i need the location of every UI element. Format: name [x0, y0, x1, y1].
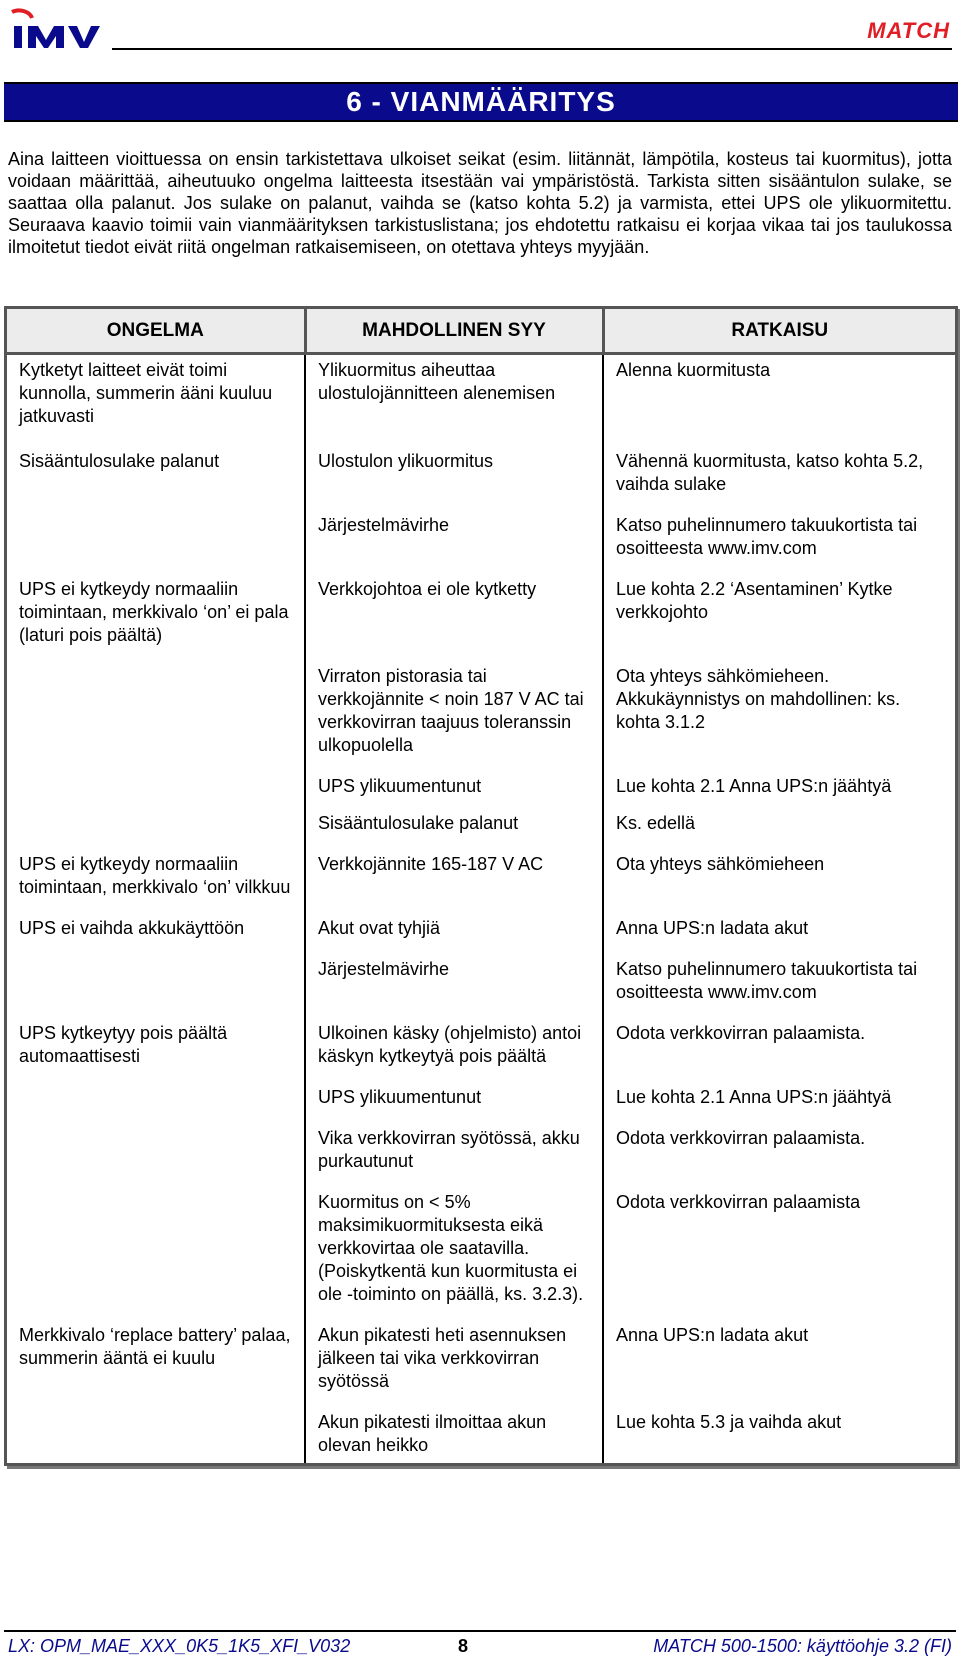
cell-problem	[7, 1074, 305, 1115]
cell-solution: Katso puhelinnumero takuukortista tai osoitteesta www.imv.com	[603, 502, 955, 566]
cell-problem	[7, 502, 305, 566]
section-title-bar	[4, 82, 958, 122]
cell-cause: Vika verkkovirran syötössä, akku purkautunut	[305, 1115, 603, 1179]
cell-problem	[7, 946, 305, 1010]
cell-problem	[7, 1399, 305, 1463]
footer-rule	[4, 1630, 956, 1632]
cell-problem: UPS ei vaihda akkukäyttöön	[19, 918, 245, 938]
table-row	[7, 804, 955, 841]
cell-solution: Odota verkkovirran palaamista	[603, 1179, 955, 1312]
table-row	[7, 1010, 955, 1074]
table-row	[7, 905, 955, 946]
table-row	[7, 502, 955, 566]
cell-problem	[7, 763, 305, 804]
match-logo	[867, 18, 950, 42]
cell-solution: Ota yhteys sähkömieheen	[603, 841, 955, 905]
table-row	[7, 354, 955, 435]
cell-problem	[7, 804, 305, 841]
cell-solution: Alenna kuormitusta	[603, 354, 955, 435]
cell-cause: Kuormitus on < 5% maksimikuormituksesta eikä verkkovirtaa ole saatavilla. (Poiskytkentä kun kuormitusta ei ole -toiminto on päällä, ks. 3.2.3).	[305, 1179, 603, 1312]
header-problem: ONGELMA	[7, 309, 305, 354]
cell-cause: Ylikuormitus aiheuttaa ulostulojännitteen alenemisen	[305, 354, 603, 435]
cell-solution: Lue kohta 2.1 Anna UPS:n jäähtyä	[603, 1074, 955, 1115]
cell-cause: Virraton pistorasia tai verkkojännite < noin 187 V AC tai verkkovirran taajuus toleranssin ulkopuolella	[305, 653, 603, 763]
match-logo-text: MATCH	[867, 18, 950, 43]
table-row	[7, 434, 955, 502]
cell-solution: Ks. edellä	[603, 804, 955, 841]
footer-page-number: 8	[458, 1636, 469, 1656]
cell-cause: Akun pikatesti ilmoittaa akun olevan heikko	[305, 1399, 603, 1463]
table-row	[7, 763, 955, 804]
table-row	[7, 1312, 955, 1399]
cell-problem: UPS kytkeytyy pois päältä automaattisesti	[19, 1023, 228, 1066]
cell-cause: Akut ovat tyhjiä	[305, 905, 603, 946]
cell-cause: Akun pikatesti heti asennuksen jälkeen tai vika verkkovirran syötössä	[305, 1312, 603, 1399]
cell-cause: Ulostulon ylikuormitus	[305, 434, 603, 502]
cell-solution: Lue kohta 2.2 ‘Asentaminen’ Kytke verkkojohto	[603, 566, 955, 653]
table-row	[7, 1399, 955, 1463]
table-header-row	[7, 309, 955, 354]
cell-solution: Katso puhelinnumero takuukortista tai osoitteesta www.imv.com	[603, 946, 955, 1010]
table-row	[7, 1074, 955, 1115]
table-row	[7, 653, 955, 763]
troubleshooting-table	[4, 306, 958, 1466]
cell-problem: UPS ei kytkeydy normaaliin toimintaan, merkkivalo ‘on’ vilkkuu	[19, 854, 291, 897]
cell-problem: Kytketyt laitteet eivät toimi kunnolla, summerin ääni kuuluu jatkuvasti	[19, 360, 273, 426]
cell-solution: Odota verkkovirran palaamista.	[603, 1010, 955, 1074]
header-solution: RATKAISU	[603, 309, 955, 354]
cell-cause: Ulkoinen käsky (ohjelmisto) antoi käskyn kytkeytyä pois päältä	[305, 1010, 603, 1074]
footer-doc-title: MATCH 500-1500: käyttöohje 3.2 (FI)	[653, 1636, 952, 1656]
cell-cause: Verkkojännite 165-187 V AC	[305, 841, 603, 905]
table-row	[7, 946, 955, 1010]
cell-cause: UPS ylikuumentunut	[305, 1074, 603, 1115]
table-row	[7, 566, 955, 653]
cell-cause: Järjestelmävirhe	[305, 502, 603, 566]
header-rule	[112, 48, 952, 50]
table-row	[7, 841, 955, 905]
cell-solution: Vähennä kuormitusta, katso kohta 5.2, vaihda sulake	[603, 434, 955, 502]
cell-solution: Lue kohta 2.1 Anna UPS:n jäähtyä	[603, 763, 955, 804]
cell-problem: Merkkivalo ‘replace battery’ palaa, summerin ääntä ei kuulu	[19, 1325, 291, 1368]
cell-problem	[7, 653, 305, 763]
imv-logo	[8, 8, 108, 52]
section-title: 6 - VIANMÄÄRITYS	[346, 86, 616, 117]
cell-problem	[7, 1115, 305, 1179]
cell-solution: Anna UPS:n ladata akut	[603, 905, 955, 946]
cell-problem	[7, 1179, 305, 1312]
cell-solution: Anna UPS:n ladata akut	[603, 1312, 955, 1399]
page-header	[0, 0, 960, 60]
cell-cause: Verkkojohtoa ei ole kytketty	[305, 566, 603, 653]
cell-problem: UPS ei kytkeydy normaaliin toimintaan, merkkivalo ‘on’ ei pala (laturi pois päältä)	[19, 579, 289, 645]
cell-cause: Järjestelmävirhe	[305, 946, 603, 1010]
cell-solution: Ota yhteys sähkömieheen. Akkukäynnistys on mahdollinen: ks. kohta 3.1.2	[603, 653, 955, 763]
intro-paragraph: Aina laitteen vioittuessa on ensin tarkistettava ulkoiset seikat (esim. liitännät, lämpötila, kosteus tai kuormitus), jotta voidaan määrittää, aiheutuuko ongelma laitteesta itsestään vai ympäristöstä. Tarkista sitten sisääntulon sulake, se saattaa olla palanut. Jos sulake on palanut, vaihda se (katso kohta 5.2) ja varmista, ettei UPS ole ylikuormitettu. Seuraava kaavio toimii vain vianmäärityksen tarkistuslistana; jos ehdotettu ratkaisu ei korjaa vikaa tai jos taulukossa ilmoitetut tiedot eivät riitä ongelman ratkaisemiseen, on otettava yhteys myyjään.	[8, 149, 952, 257]
cell-problem: Sisääntulosulake palanut	[19, 451, 220, 471]
cell-solution: Odota verkkovirran palaamista.	[603, 1115, 955, 1179]
header-cause: MAHDOLLINEN SYY	[305, 309, 603, 354]
footer-doc-code: LX: OPM_MAE_XXX_0K5_1K5_XFI_V032	[8, 1636, 351, 1656]
table-row	[7, 1115, 955, 1179]
cell-cause: Sisääntulosulake palanut	[305, 804, 603, 841]
table-row	[7, 1179, 955, 1312]
cell-solution: Lue kohta 5.3 ja vaihda akut	[603, 1399, 955, 1463]
cell-cause: UPS ylikuumentunut	[305, 763, 603, 804]
